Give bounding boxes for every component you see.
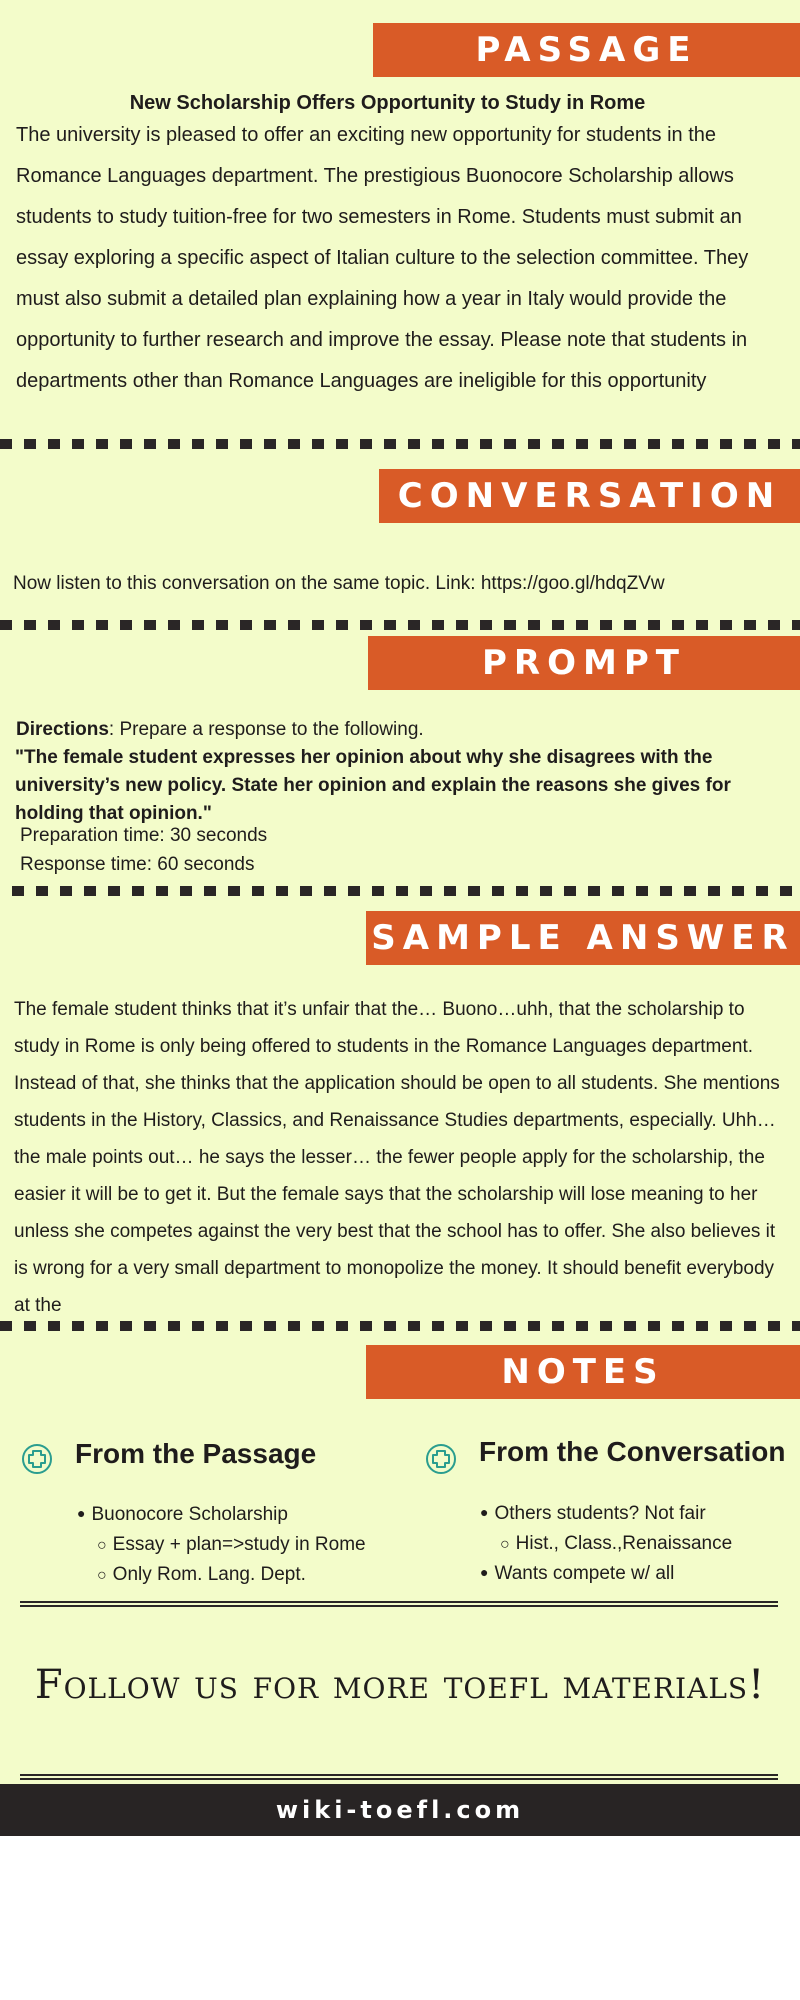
notes-passage-list bbox=[77, 1500, 366, 1590]
plus-circle-icon bbox=[425, 1443, 457, 1475]
prep-time: Preparation time: 30 seconds bbox=[20, 825, 268, 846]
notes-banner: NOTES bbox=[366, 1345, 800, 1399]
list-item: ● Buonocore Scholarship bbox=[77, 1500, 366, 1530]
notes-conversation-heading: From the Conversation bbox=[479, 1436, 786, 1467]
plus-circle-icon bbox=[21, 1443, 53, 1475]
prompt-directions bbox=[16, 716, 424, 744]
response-time: Response time: 60 seconds bbox=[20, 854, 255, 875]
passage-banner: PASSAGE bbox=[373, 23, 800, 77]
sample-answer-body: The female student thinks that it’s unfair that the… Buono…uhh, that the scholarship to study in Rome is only being offered to students in the Romance Languages department. Instead of that, she thinks that the application should be open to all students. She mentions students in the History, Classics, and Renaissance Studies departments, especially. Uhh…the male points out… he says the lesser… the fewer people apply for the scholarship, the easier it will be to get it. But the female says that the scholarship will lose meaning to her unless she competes against the very best that the school has to offer. She also believes it is wrong for a very small department to monopolize the money. It should benefit everybody at the bbox=[14, 999, 780, 1316]
section-divider bbox=[0, 620, 800, 630]
conversation-banner: CONVERSATION bbox=[379, 469, 800, 523]
notes-passage-heading: From the Passage bbox=[75, 1438, 317, 1469]
section-divider bbox=[0, 1321, 800, 1331]
prompt-question: "The female student expresses her opinion about why she disagrees with the university’s new policy. State her opinion and explain the reasons she gives for holding that opinion." bbox=[15, 747, 731, 824]
prompt-banner: PROMPT bbox=[368, 636, 800, 690]
directions-text: : Prepare a response to the following. bbox=[108, 719, 424, 740]
double-rule bbox=[20, 1774, 778, 1780]
list-item: ○ Only Rom. Lang. Dept. bbox=[77, 1560, 366, 1590]
passage-title: New Scholarship Offers Opportunity to Study in Rome bbox=[129, 92, 646, 114]
list-item: ● Wants compete w/ all bbox=[480, 1559, 732, 1589]
follow-us-text: Follow us for more toefl materials! bbox=[34, 1662, 766, 1708]
sample-answer-banner: SAMPLE ANSWER bbox=[366, 911, 800, 965]
list-item: ○ Hist., Class.,Renaissance bbox=[480, 1529, 732, 1559]
notes-conversation-list bbox=[480, 1499, 732, 1589]
list-item: ○ Essay + plan=>study in Rome bbox=[77, 1530, 366, 1560]
section-divider bbox=[12, 886, 800, 896]
section-divider bbox=[0, 439, 800, 449]
directions-label: Directions bbox=[16, 719, 109, 740]
conversation-link-text[interactable]: Now listen to this conversation on the same topic. Link: https://goo.gl/hdqZVw bbox=[13, 573, 665, 594]
double-rule bbox=[20, 1601, 778, 1607]
list-item: ● Others students? Not fair bbox=[480, 1499, 732, 1529]
footer-url[interactable]: wiki-toefl.com bbox=[0, 1784, 800, 1836]
passage-body: The university is pleased to offer an exciting new opportunity for students in the Romance Languages department. The prestigious Buonocore Scholarship allows students to study tuition-free for two semesters in Rome. Students must submit an essay exploring a specific aspect of Italian culture to the selection committee. They must also submit a detailed plan explaining how a year in Italy would provide the opportunity to further research and improve the essay. Please note that students in departments other than Romance Languages are ineligible for this opportunity bbox=[16, 124, 749, 392]
